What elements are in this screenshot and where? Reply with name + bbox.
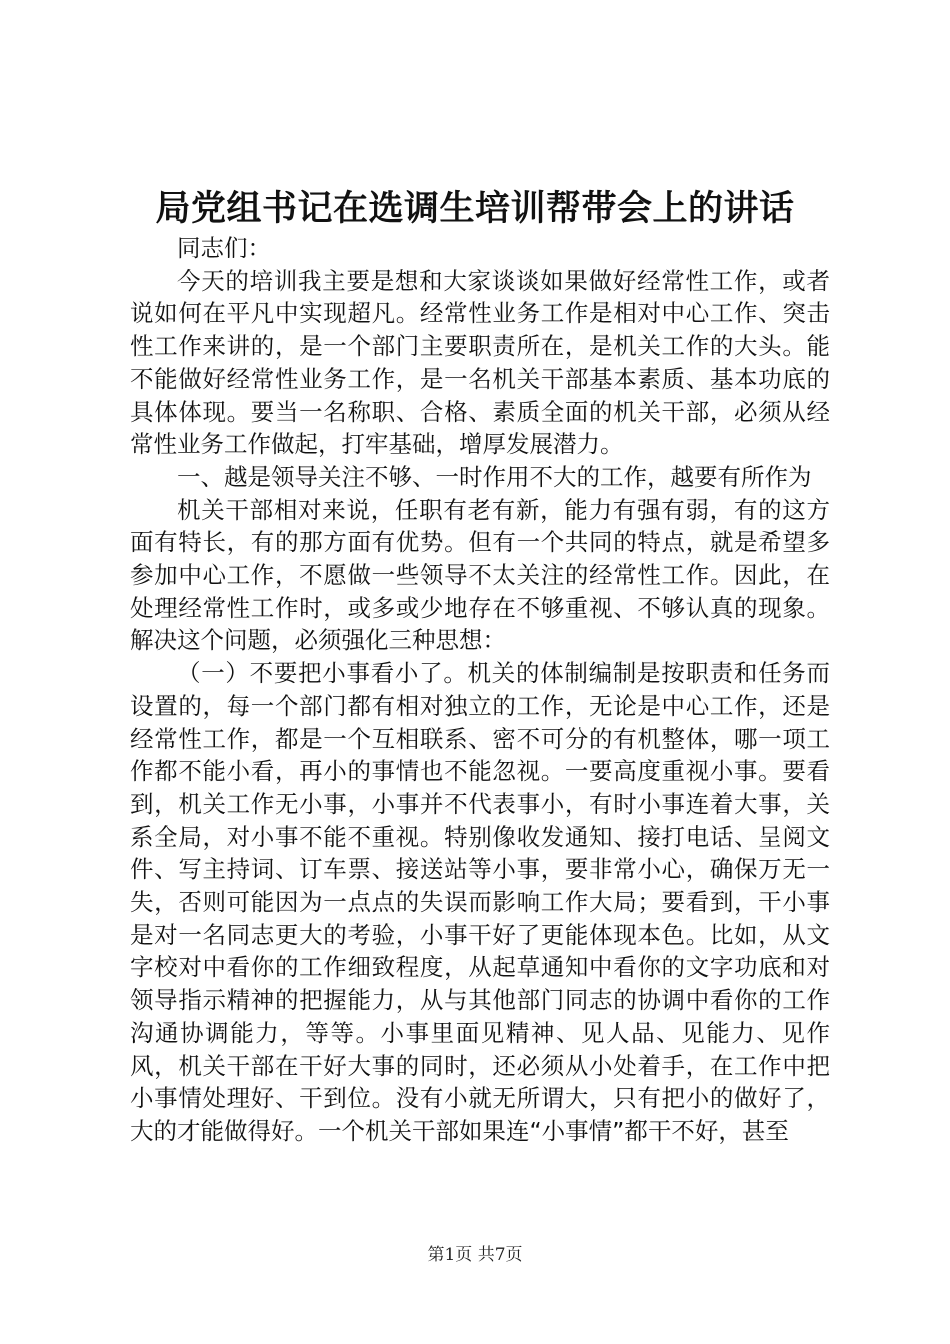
body-paragraph: 机关干部相对来说，任职有老有新，能力有强有弱，有的这方面有特长，有的那方面有优势。但有一个共同的特点，就是希望多参加中心工作，不愿做一些领导不太关注的经常性工作。因此，在处理经常性工作时，或多或少地存在不够重视、不够认真的现象。解决这个问题，必须强化三种思想： [130, 495, 830, 655]
page-footer: 第1页 共7页 [427, 1245, 523, 1265]
document-title: 局党组书记在选调生培训帮带会上的讲话 [155, 188, 795, 229]
subsection-paragraph-1: （一）不要把小事看小了。机关的体制编制是按职责和任务而设置的，每一个部门都有相对独立的工作，无论是中心工作，还是经常性工作，都是一个互相联系、密不可分的有机整体，哪一项工作都不能小看，再小的事情也不能忽视。一要高度重视小事。要看到，机关工作无小事，小事并不代表事小，有时小事连着大事，关系全局，对小事不能不重视。特别像收发通知、接打电话、呈阅文件、写主持词、订车票、接送站等小事，要非常小心，确保万无一失，否则可能因为一点点的失误而影响工作大局；要看到，干小事是对一名同志更大的考验，小事干好了更能体现本色。比如，从文字校对中看你的工作细致程度，从起草通知中看你的文字功底和对领导指示精神的把握能力，从与其他部门同志的协调中看你的工作沟通协调能力，等等。小事里面见精神、见人品、见能力、见作风，机关干部在干好大事的同时，还必须从小处着手，在工作中把小事情处理好、干到位。没有小就无所谓大，只有把小的做好了，大的才能做得好。一个机关干部如果连“小事情”都干不好，甚至 [130, 659, 830, 1145]
section-heading-1: 一、越是领导关注不够、一时作用不大的工作，越要有所作为 [177, 462, 812, 491]
intro-paragraph: 今天的培训我主要是想和大家谈谈如果做好经常性工作，或者说如何在平凡中实现超凡。经常性业务工作是相对中心工作、突击性工作来讲的，是一个部门主要职责所在，是机关工作的大头。能不能做好经常性业务工作，是一名机关干部基本素质、基本功底的具体体现。要当一名称职、合格、素质全面的机关干部，必须从经常性业务工作做起，打牢基础，增厚发展潜力。 [130, 266, 830, 459]
salutation-paragraph: 同志们： [177, 234, 271, 262]
document-body [130, 232, 830, 1148]
